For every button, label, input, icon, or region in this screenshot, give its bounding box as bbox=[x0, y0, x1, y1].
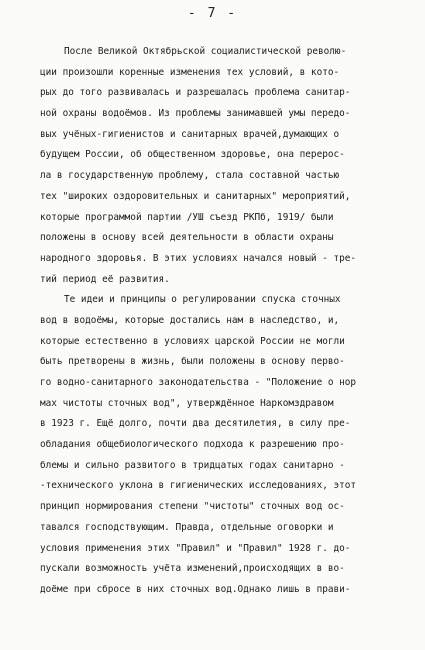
paragraph-1 bbox=[40, 42, 422, 290]
text-line: пускали возможность учёта изменений,происходящих в во- bbox=[40, 563, 345, 575]
body-text bbox=[40, 42, 422, 601]
text-line: вых учёных-гигиенистов и санитарных врачей,думающих о bbox=[40, 128, 340, 140]
text-line: го водно-санитарного законодательства - "Положение о нор bbox=[40, 377, 357, 388]
paragraph-2 bbox=[40, 290, 422, 600]
text-line: которые программой партии /УШ съезд РКПб, 1919/ были bbox=[40, 211, 334, 223]
text-line: ла в государственную проблему, стала составной частью bbox=[40, 170, 340, 182]
text-line: тавался господствующим. Правда, отдельные оговорки и bbox=[40, 521, 334, 533]
text-line: После Великой Октябрьской социалистической револю- bbox=[64, 46, 347, 57]
text-line: будущем России, об общественном здоровье, она перерос- bbox=[40, 149, 345, 161]
text-line: принцип нормирования степени "чистоты" сточных вод ос- bbox=[40, 501, 345, 513]
text-line: народного здоровья. В этих условиях начался новый - тре- bbox=[40, 252, 357, 264]
text-line: тий период её развития. bbox=[40, 273, 170, 285]
text-line: тех "широких оздоровительных и санитарных" мероприятий, bbox=[40, 190, 351, 202]
text-line: условия применения этих "Правил" и "Правил" 1928 г. до- bbox=[40, 542, 351, 554]
text-line: блемы и сильно развитого в тридцатых годах санитарно - bbox=[40, 459, 345, 471]
text-line: доёме при сбросе в них сточных вод.Однако лишь в прави- bbox=[40, 583, 351, 595]
text-line: быть претворены в жизнь, были положены в основу перво- bbox=[40, 356, 345, 368]
text-line: Те идеи и принципы о регулировании спуска сточных bbox=[64, 294, 341, 306]
text-line: в 1923 г. Ещё долго, почти два десятилетия, в силу пре- bbox=[40, 418, 351, 430]
text-line: рых до того развивалась и разрешалась проблема санитар- bbox=[40, 87, 351, 99]
text-line: положены в основу всей деятельности в области охраны bbox=[40, 232, 334, 244]
text-line: -технического уклона в гигиенических исследованиях, этот bbox=[40, 480, 357, 492]
text-line: вод в водоёмы, которые достались нам в наследство, и, bbox=[40, 314, 340, 326]
text-line: обладания общебиологического подхода к разрешению про- bbox=[40, 439, 345, 451]
text-line: ции произошли коренные изменения тех условий, в кото- bbox=[40, 66, 340, 78]
text-line: ной охраны водоёмов. Из проблемы занимавшей умы передо- bbox=[40, 108, 351, 120]
page-number: - 7 - bbox=[187, 6, 238, 21]
text-line: мах чистоты сточных вод", утверждённое Наркомздравом bbox=[40, 397, 334, 409]
text-line: которые естественно в условиях царской России не могли bbox=[40, 335, 345, 347]
